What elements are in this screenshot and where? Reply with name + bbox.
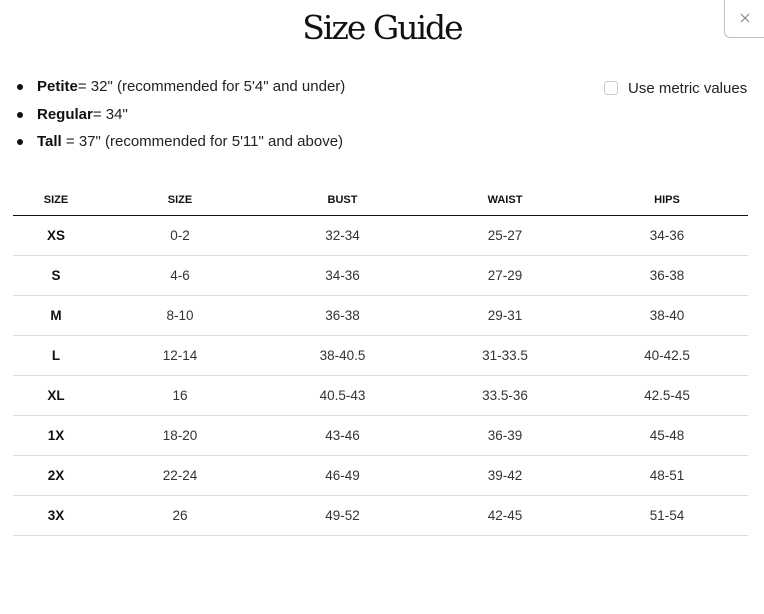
size-cell: 0-2 bbox=[99, 216, 261, 256]
bust-cell: 49-52 bbox=[261, 496, 424, 536]
column-header-bust: BUST bbox=[261, 184, 424, 216]
bullet-text: = 37" (recommended for 5'11" and above) bbox=[61, 133, 344, 150]
size-code-cell: XL bbox=[13, 376, 99, 416]
hips-cell: 40-42.5 bbox=[586, 336, 748, 376]
size-code-cell: L bbox=[13, 336, 99, 376]
modal-title: Size Guide bbox=[302, 8, 462, 47]
bullet-term: Petite bbox=[37, 78, 78, 95]
bullet-dot bbox=[17, 112, 23, 118]
waist-cell: 27-29 bbox=[424, 256, 586, 296]
bullet-dot bbox=[17, 84, 23, 90]
waist-cell: 39-42 bbox=[424, 456, 586, 496]
metric-label: Use metric values bbox=[628, 79, 748, 97]
table-row bbox=[13, 416, 748, 456]
hips-cell: 34-36 bbox=[586, 216, 748, 256]
bust-cell: 40.5-43 bbox=[261, 376, 424, 416]
size-code-cell: M bbox=[13, 296, 99, 336]
size-code-cell: XS bbox=[13, 216, 99, 256]
table-row bbox=[13, 456, 748, 496]
metric-toggle[interactable] bbox=[604, 77, 747, 99]
table-row bbox=[13, 256, 748, 296]
waist-cell: 33.5-36 bbox=[424, 376, 586, 416]
list-item-regular bbox=[17, 104, 345, 132]
waist-cell: 42-45 bbox=[424, 496, 586, 536]
bust-cell: 32-34 bbox=[261, 216, 424, 256]
waist-cell: 36-39 bbox=[424, 416, 586, 456]
table-row bbox=[13, 376, 748, 416]
column-header-hips: HIPS bbox=[586, 184, 748, 216]
column-header-size: SIZE bbox=[99, 184, 261, 216]
hips-cell: 51-54 bbox=[586, 496, 748, 536]
hips-cell: 45-48 bbox=[586, 416, 748, 456]
size-code-cell: S bbox=[13, 256, 99, 296]
table-row bbox=[13, 496, 748, 536]
bullet-term: Tall bbox=[37, 133, 62, 150]
metric-checkbox[interactable] bbox=[604, 81, 618, 95]
table-header-row bbox=[13, 184, 748, 216]
table-row bbox=[13, 296, 748, 336]
list-item-tall bbox=[17, 131, 345, 159]
size-cell: 16 bbox=[99, 376, 261, 416]
size-cell: 12-14 bbox=[99, 336, 261, 376]
size-code-cell: 2X bbox=[13, 456, 99, 496]
hips-cell: 36-38 bbox=[586, 256, 748, 296]
bust-cell: 46-49 bbox=[261, 456, 424, 496]
size-code-cell: 3X bbox=[13, 496, 99, 536]
bullet-text: = 32" (recommended for 5'4" and under) bbox=[77, 78, 346, 95]
bullet-term: Regular bbox=[37, 105, 93, 123]
table-row bbox=[13, 336, 748, 376]
size-cell: 26 bbox=[99, 496, 261, 536]
bust-cell: 34-36 bbox=[261, 256, 424, 296]
list-item-petite bbox=[17, 76, 345, 104]
size-code-cell: 1X bbox=[13, 416, 99, 456]
table-row bbox=[13, 216, 748, 256]
length-notes-list bbox=[17, 76, 345, 159]
bust-cell: 43-46 bbox=[261, 416, 424, 456]
size-cell: 8-10 bbox=[99, 296, 261, 336]
bullet-dot bbox=[17, 139, 23, 145]
hips-cell: 42.5-45 bbox=[586, 376, 748, 416]
bust-cell: 36-38 bbox=[261, 296, 424, 336]
size-cell: 4-6 bbox=[99, 256, 261, 296]
waist-cell: 25-27 bbox=[424, 216, 586, 256]
size-table bbox=[13, 184, 748, 536]
hips-cell: 48-51 bbox=[586, 456, 748, 496]
size-cell: 22-24 bbox=[99, 456, 261, 496]
bullet-text: = 34" bbox=[92, 105, 128, 123]
column-header-size-code: SIZE bbox=[13, 184, 99, 216]
bust-cell: 38-40.5 bbox=[261, 336, 424, 376]
waist-cell: 29-31 bbox=[424, 296, 586, 336]
waist-cell: 31-33.5 bbox=[424, 336, 586, 376]
hips-cell: 38-40 bbox=[586, 296, 748, 336]
column-header-waist: WAIST bbox=[424, 184, 586, 216]
size-cell: 18-20 bbox=[99, 416, 261, 456]
